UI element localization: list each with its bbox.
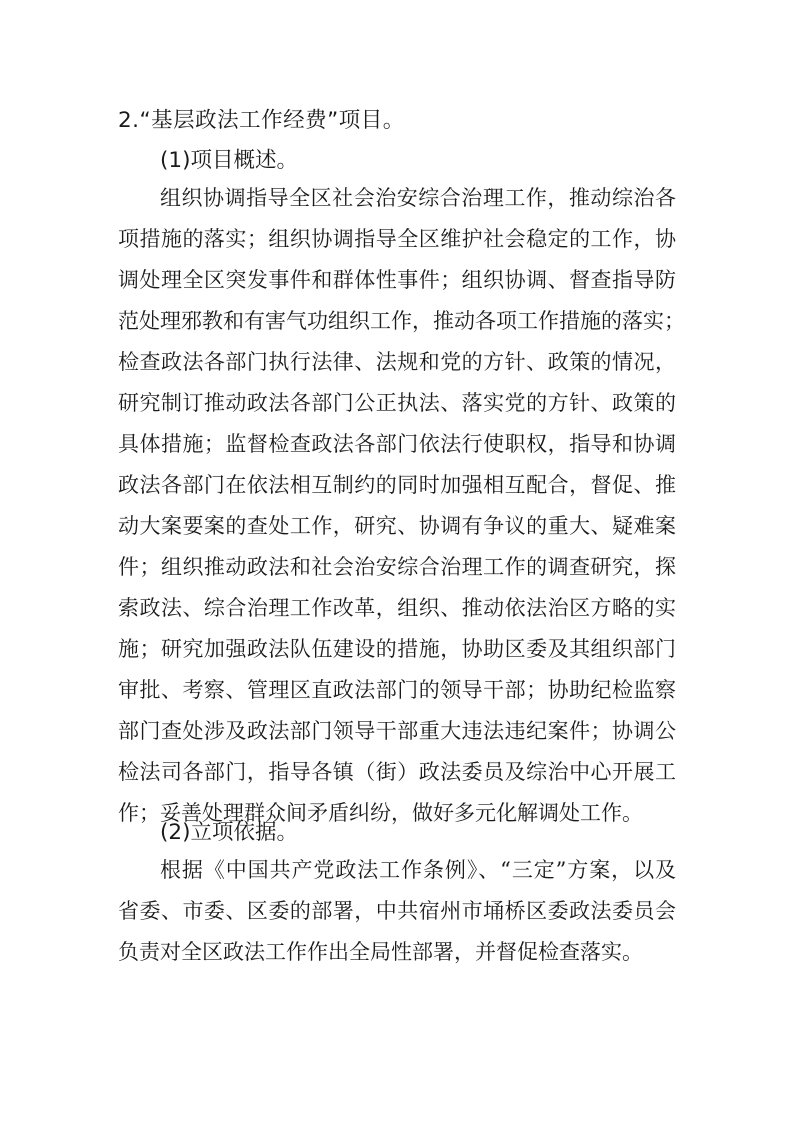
paragraph-line: 项措施的落实；组织协调指导全区维护社会稳定的工作，协 [118,227,676,251]
paragraph-line: 审批、考察、管理区直政法部门的领导干部；协助纪检监察 [118,678,676,702]
paragraph-line: 部门查处涉及政法部门领导干部重大违法违纪案件；协调公 [118,719,676,743]
paragraph-line: 组织协调指导全区社会治安综合治理工作，推动综治各 [160,186,676,210]
paragraph-line: 研究制订推动政法各部门公正执法、落实党的方针、政策的 [118,391,676,415]
paragraph-line: 件；组织推动政法和社会治安综合治理工作的调查研究，探 [118,555,676,579]
section-heading: 2.“基层政法工作经费”项目。 [118,108,405,133]
paragraph-line: 负责对全区政法工作作出全局性部署，并督促检查落实。 [118,940,643,964]
paragraph-line: 检法司各部门，指导各镇（街）政法委员及综治中心开展工 [118,760,676,784]
paragraph-line: 调处理全区突发事件和群体性事件；组织协调、督查指导防 [118,268,676,292]
paragraph-line: 施；研究加强政法队伍建设的措施，协助区委及其组织部门 [118,637,676,661]
paragraph-line: 省委、市委、区委的部署，中共宿州市埇桥区委政法委员会 [118,899,676,923]
paragraph-line: 索政法、综合治理工作改革，组织、推动依法治区方略的实 [118,596,676,620]
subsection-title-basis: (2)立项依据。 [160,820,298,845]
paragraph-line: 作；妥善处理群众间矛盾纠纷，做好多元化解调处工作。 [118,801,643,825]
subsection-title-overview: (1)项目概述。 [160,148,298,173]
paragraph-line: 根据《中国共产党政法工作条例》、“三定”方案，以及 [160,858,676,882]
paragraph-line: 范处理邪教和有害气功组织工作，推动各项工作措施的落实； [118,309,685,333]
paragraph-line: 检查政法各部门执行法律、法规和党的方针、政策的情况， [118,350,676,374]
paragraph-line: 动大案要案的查处工作，研究、协调有争议的重大、疑难案 [118,514,676,538]
paragraph-line: 具体措施；监督检查政法各部门依法行使职权，指导和协调 [118,432,676,456]
paragraph-line: 政法各部门在依法相互制约的同时加强相互配合，督促、推 [118,473,676,497]
